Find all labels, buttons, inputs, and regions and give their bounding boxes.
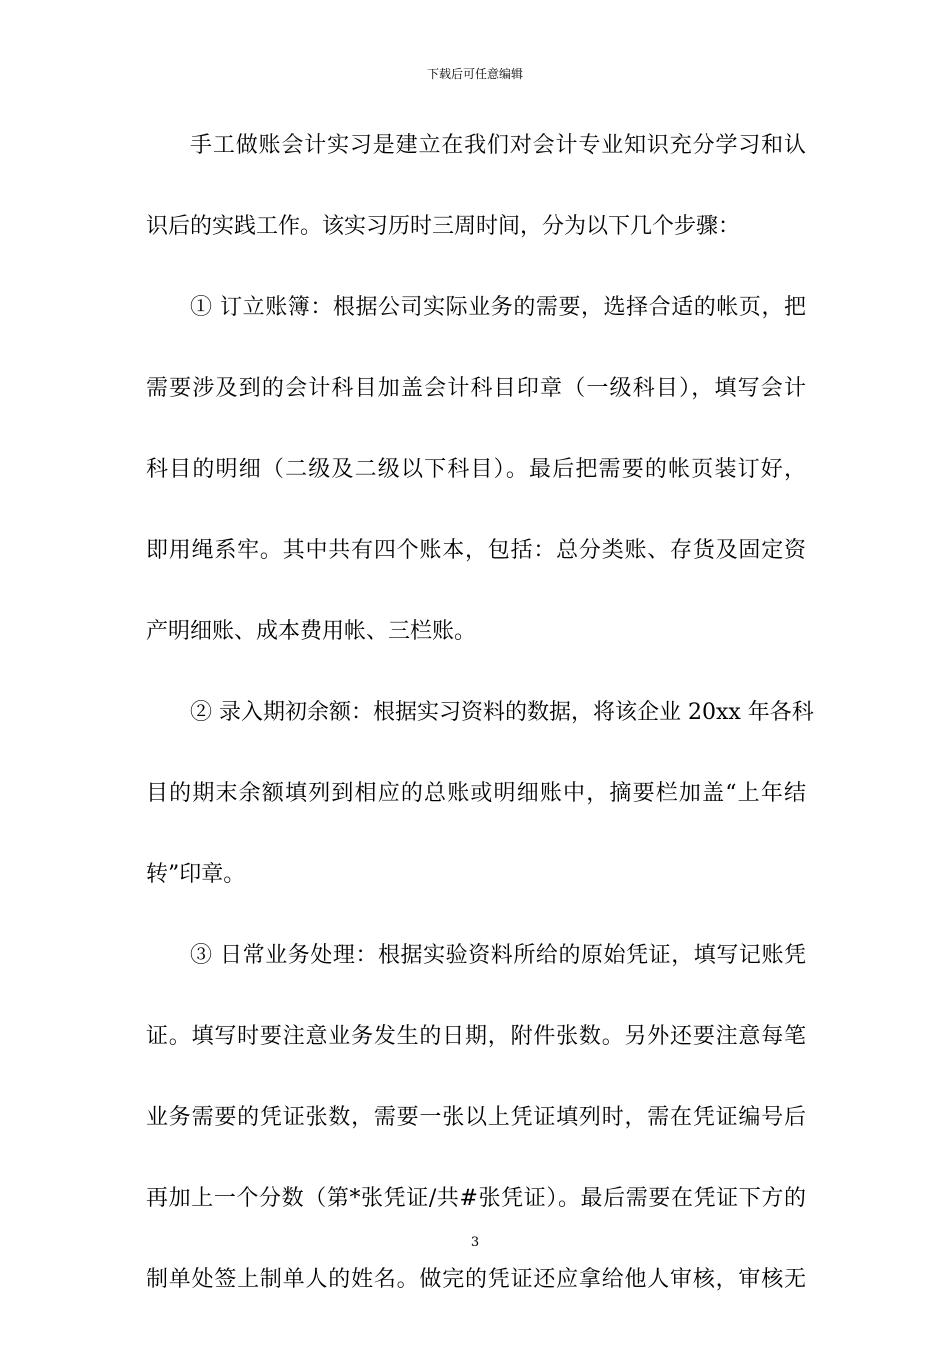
page-header: 下载后可任意编辑	[426, 67, 523, 81]
paragraph-line: 目的期末余额填列到相应的总账或明细账中，摘要栏加盖“上年结	[146, 781, 806, 806]
paragraph-line: 科目的明细（二级及二级以下科目）。最后把需要的帐页装订好，	[146, 457, 806, 482]
document-body	[146, 133, 814, 1348]
paragraph-line: 制单处签上制单人的姓名。做完的凭证还应拿给他人审核，审核无	[146, 1267, 806, 1292]
paragraph-line: 需要涉及到的会计科目加盖会计科目印章（一级科目），填写会计	[146, 376, 806, 401]
paragraph-line: 转”印章。	[146, 862, 246, 887]
paragraph-line: ③ 日常业务处理：根据实验资料所给的原始凭证，填写记账凭	[190, 943, 806, 968]
paragraph-line: 业务需要的凭证张数，需要一张以上凭证填列时，需在凭证编号后	[146, 1105, 806, 1130]
page-number: 3	[470, 1235, 480, 1250]
paragraph-line: 再加上一个分数（第*张凭证/共#张凭证）。最后需要在凭证下方的	[146, 1186, 806, 1211]
paragraph-line: 识后的实践工作。该实习历时三周时间，分为以下几个步骤：	[146, 214, 741, 239]
paragraph-line: ② 录入期初余额：根据实习资料的数据，将该企业 20xx 年各科	[190, 700, 814, 725]
paragraph-line: 即用绳系牢。其中共有四个账本，包括：总分类账、存货及固定资	[146, 538, 806, 563]
paragraph-line: 手工做账会计实习是建立在我们对会计专业知识充分学习和认	[190, 133, 806, 158]
paragraph-line: 证。填写时要注意业务发生的日期，附件张数。另外还要注意每笔	[146, 1024, 806, 1049]
paragraph-line: 产明细账、成本费用帐、三栏账。	[146, 619, 477, 644]
paragraph-line: ① 订立账簿：根据公司实际业务的需要，选择合适的帐页，把	[190, 295, 806, 320]
